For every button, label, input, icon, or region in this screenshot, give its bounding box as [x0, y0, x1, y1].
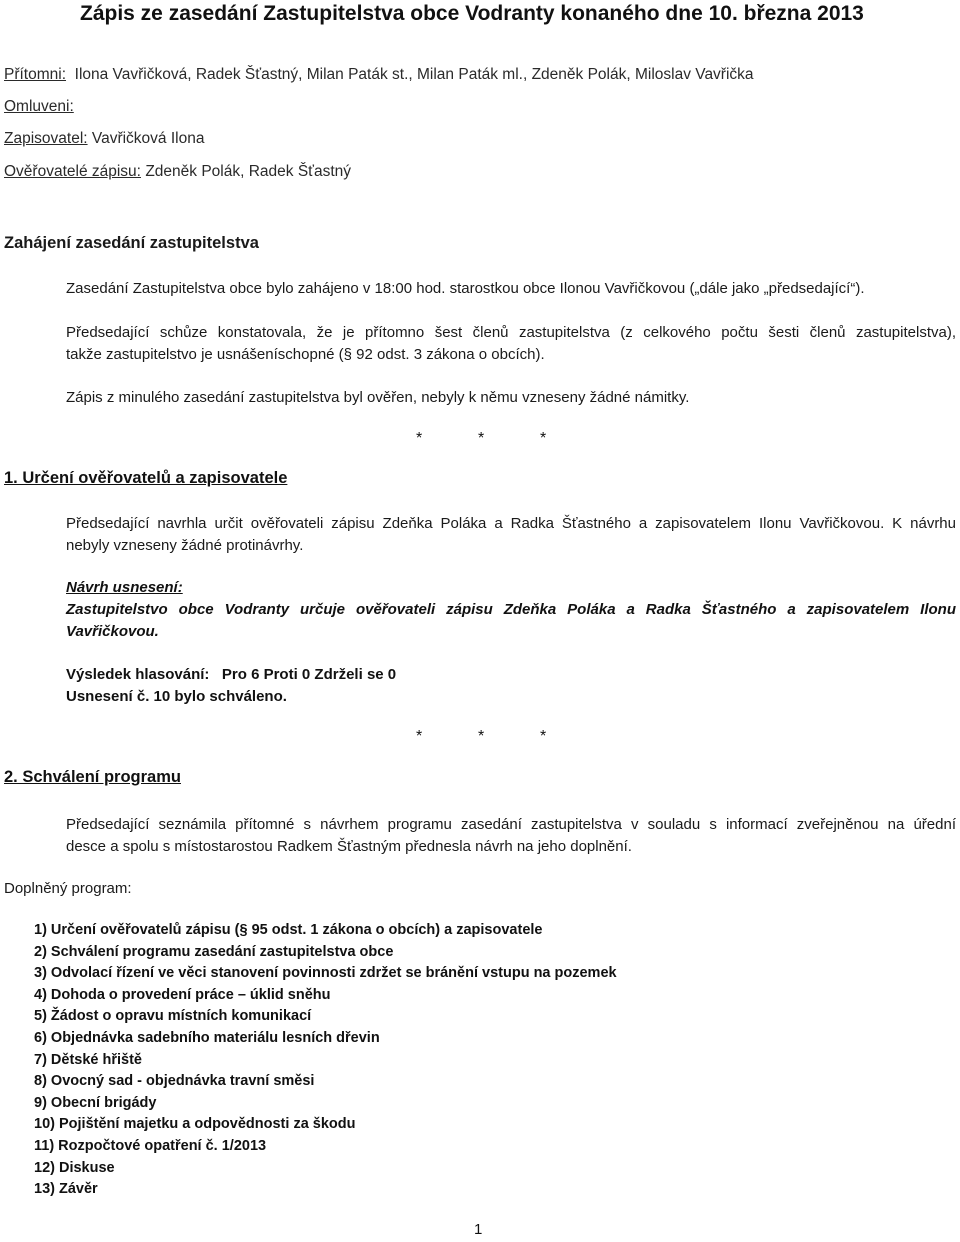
program-item: 9) Obecní brigády	[34, 1094, 157, 1111]
opening-paragraph-2-line-1: Předsedající schůze konstatovala, že je přítomno šest členů zastupitelstva (z celkového počtu šesti členů zastupitelstva),	[66, 324, 956, 341]
recorder-label: Zapisovatel:	[4, 130, 88, 147]
present-value: Ilona Vavřičková, Radek Šťastný, Milan Paták st., Milan Paták ml., Zdeněk Polák, Miloslav Vavřička	[74, 66, 754, 83]
present-label: Přítomni:	[4, 66, 67, 83]
verifiers-row	[4, 163, 351, 181]
program-item: 5) Žádost o opravu místních komunikací	[34, 1008, 312, 1025]
resolution-status: Usnesení č. 10 bylo schváleno.	[66, 688, 287, 705]
program-item: 3) Odvolací řízení ve věci stanovení povinnosti zdržet se bránění vstupu na pozemek	[34, 965, 617, 982]
separator-star: *	[416, 430, 423, 447]
section-1-paragraph-line-2: nebyly vzneseny žádné protinávrhy.	[66, 537, 304, 554]
verifiers-value: Zdeněk Polák, Radek Šťastný	[145, 163, 352, 180]
verifiers-label: Ověřovatelé zápisu:	[4, 163, 141, 180]
opening-paragraph-3: Zápis z minulého zasedání zastupitelstva byl ověřen, nebyly k němu vzneseny žádné námitky.	[66, 389, 690, 406]
section-2-heading: 2. Schválení programu	[4, 768, 181, 786]
opening-paragraph-1: Zasedání Zastupitelstva obce bylo zahájeno v 18:00 hod. starostkou obce Ilonou Vavřičkovou („dále jako „předsedající“).	[66, 280, 865, 297]
program-item: 10) Pojištění majetku a odpovědnosti za škodu	[34, 1116, 356, 1133]
separator-star: *	[478, 728, 485, 745]
program-item: 7) Dětské hřiště	[34, 1051, 142, 1068]
page-number: 1	[474, 1221, 483, 1238]
program-item: 4) Dohoda o provedení práce – úklid sněhu	[34, 986, 331, 1003]
program-item: 8) Ovocný sad - objednávka travní směsi	[34, 1073, 315, 1090]
section-2-paragraph-line-1: Předsedající seznámila přítomné s návrhem programu zasedání zastupitelstva v souladu s informací zveřejněnou na úřední	[66, 816, 956, 833]
program-item: 13) Závěr	[34, 1181, 98, 1198]
separator-star: *	[540, 728, 547, 745]
excused-label: Omluveni:	[4, 98, 74, 115]
program-item: 11) Rozpočtové opatření č. 1/2013	[34, 1137, 267, 1154]
recorder-value: Vavřičková Ilona	[91, 130, 205, 147]
recorder-row	[4, 130, 204, 148]
separator-star: *	[540, 430, 547, 447]
program-item: 1) Určení ověřovatelů zápisu (§ 95 odst. 1 zákona o obcích) a zapisovatele	[34, 922, 543, 938]
program-item: 6) Objednávka sadebního materiálu lesních dřevin	[34, 1029, 380, 1046]
page-title: Zápis ze zasedání Zastupitelstva obce Vodranty konaného dne 10. března 2013	[80, 2, 864, 25]
proposal-text-line-2: Vavřičkovou.	[66, 623, 159, 640]
separator-star: *	[478, 430, 485, 447]
program-list	[34, 920, 617, 1201]
vote-result: Výsledek hlasování: Pro 6 Proti 0 Zdrželi se 0	[66, 666, 397, 683]
program-label: Doplněný program:	[4, 880, 132, 897]
section-1-heading: 1. Určení ověřovatelů a zapisovatele	[4, 469, 288, 487]
program-item: 2) Schválení programu zasedání zastupitelstva obce	[34, 943, 394, 960]
separator-2	[416, 728, 602, 746]
separator-star: *	[416, 728, 423, 745]
section-1-paragraph-line-1: Předsedající navrhla určit ověřovateli zápisu Zdeňka Poláka a Radka Šťastného a zapisovatelem Ilonu Vavřičkovou. K návrhu	[66, 515, 956, 532]
proposal-text-line-1: Zastupitelstvo obce Vodranty určuje ověřovateli zápisu Zdeňka Poláka a Radka Šťastného a zapisovatelem Ilonu	[66, 601, 956, 618]
separator-1	[416, 430, 602, 448]
proposal-label-text: Návrh usnesení:	[66, 579, 183, 596]
section-2-paragraph-line-2: desce a spolu s místostarostou Radkem Šťastným přednesla návrh na jeho doplnění.	[66, 838, 632, 855]
excused-row	[4, 98, 74, 116]
opening-paragraph-2-line-2: takže zastupitelstvo je usnášeníschopné (§ 92 odst. 3 zákona o obcích).	[66, 346, 545, 363]
opening-heading: Zahájení zasedání zastupitelstva	[4, 234, 259, 252]
present-row	[4, 66, 754, 84]
program-item: 12) Diskuse	[34, 1159, 115, 1176]
proposal-label	[66, 579, 183, 596]
